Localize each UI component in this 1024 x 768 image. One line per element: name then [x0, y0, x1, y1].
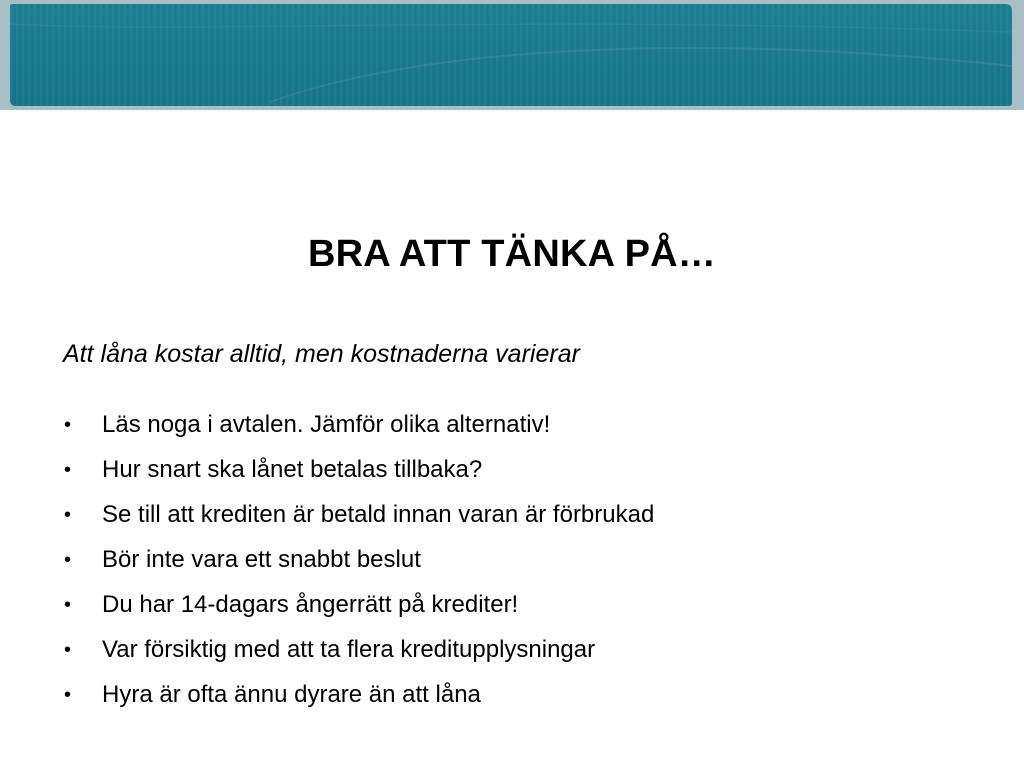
- bullet-list: [63, 405, 654, 720]
- bullet-icon: •: [64, 594, 72, 616]
- header-banner: [0, 0, 1024, 110]
- bullet-text: Hur snart ska lånet betalas tillbaka?: [102, 456, 483, 483]
- slide-title: BRA ATT TÄNKA PÅ…: [308, 233, 716, 275]
- bullet-icon: •: [64, 414, 72, 436]
- banner-texture: [10, 4, 1012, 106]
- bullet-icon: •: [64, 684, 72, 706]
- slide-subtitle: Att låna kostar alltid, men kostnaderna varierar: [63, 340, 580, 368]
- list-item: [63, 630, 654, 675]
- bullet-icon: •: [64, 459, 72, 481]
- list-item: [63, 495, 654, 540]
- bullet-text: Hyra är ofta ännu dyrare än att låna: [102, 681, 481, 708]
- list-item: [63, 450, 654, 495]
- bullet-text: Du har 14-dagars ångerrätt på krediter!: [102, 591, 519, 618]
- bullet-text: Bör inte vara ett snabbt beslut: [102, 546, 421, 573]
- bullet-icon: •: [64, 504, 72, 526]
- list-item: [63, 675, 654, 720]
- banner-decoration: [10, 4, 1012, 106]
- bullet-text: Var försiktig med att ta flera kreditupplysningar: [102, 636, 596, 663]
- list-item: [63, 585, 654, 630]
- bullet-icon: •: [64, 639, 72, 661]
- bullet-text: Se till att krediten är betald innan varan är förbrukad: [102, 501, 655, 528]
- bullet-icon: •: [64, 549, 72, 571]
- bullet-text: Läs noga i avtalen. Jämför olika alternativ!: [102, 411, 551, 438]
- list-item: [63, 405, 654, 450]
- list-item: [63, 540, 654, 585]
